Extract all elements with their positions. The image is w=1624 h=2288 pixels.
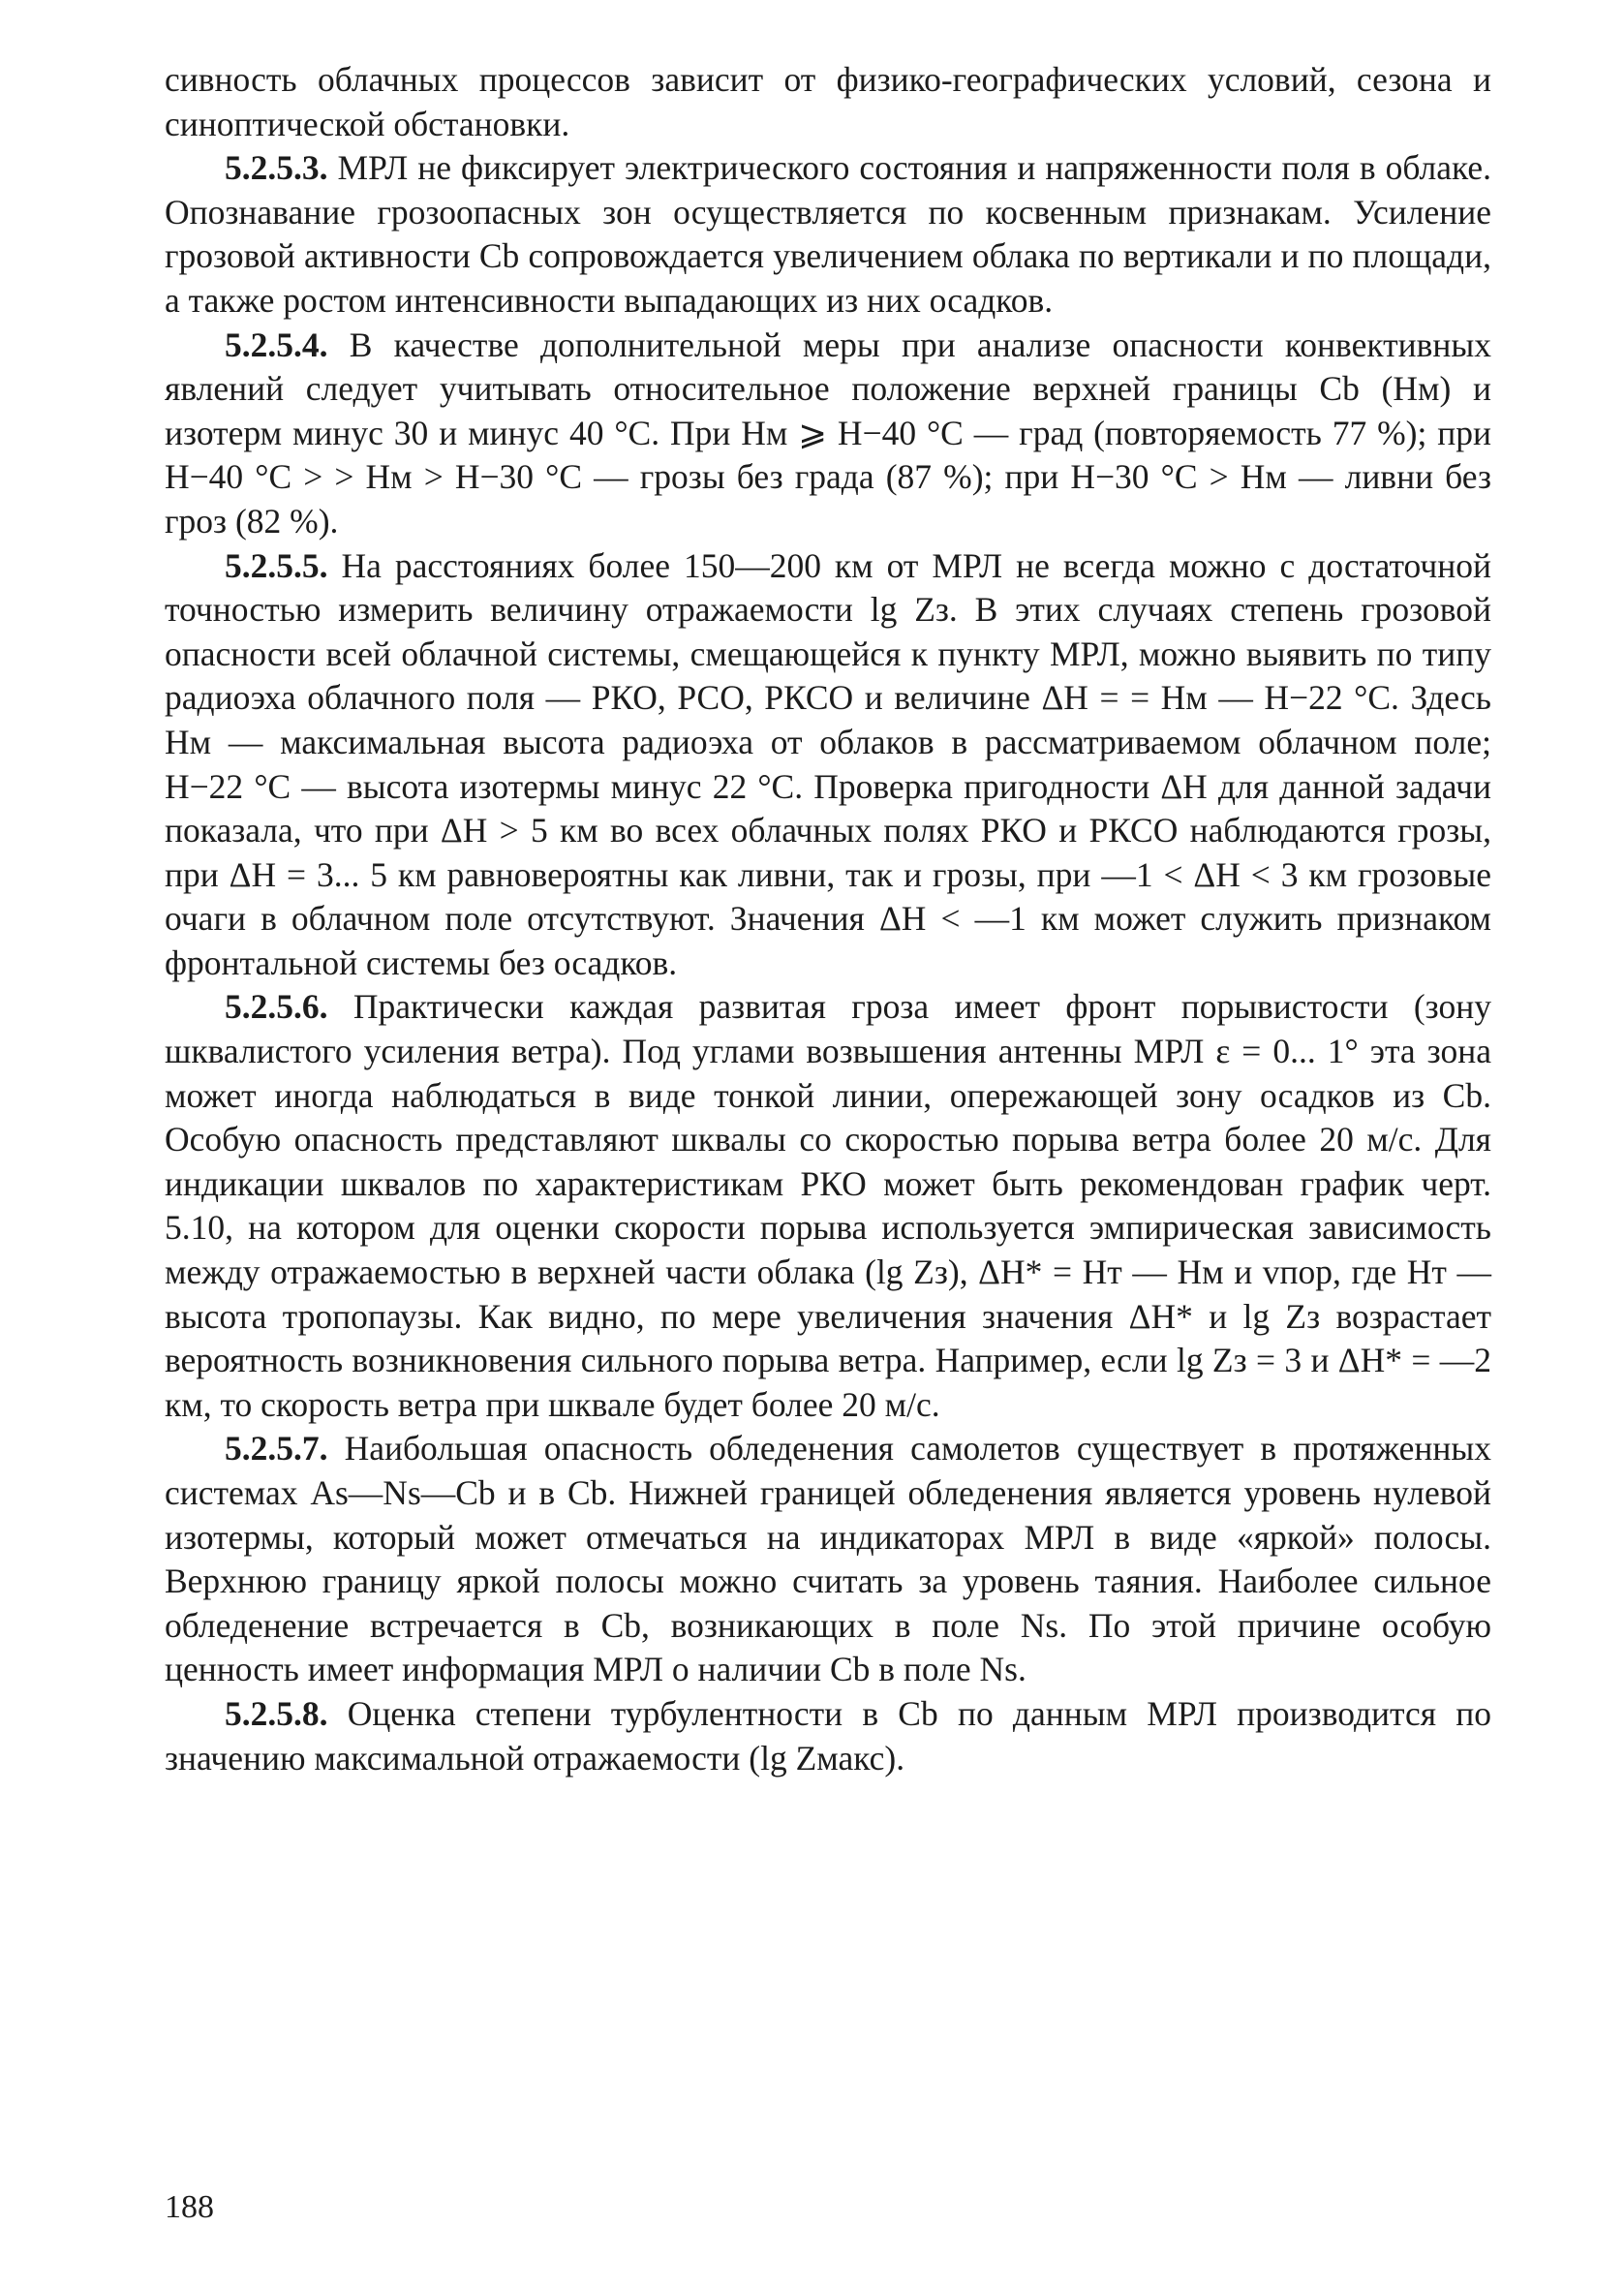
paragraph-text: Практически каждая развитая гроза имеет фронт порывистости (зону шквалистого усиления ветра). Под углами возвышения антенны МРЛ ε = 0... 1° эта зона может иногда наблюдаться в виде тонкой линии, опережающей зону осадков из Cb. Особую опасность представляют шквалы со скоростью порыва ветра более 20 м/с. Для индикации шквалов по характеристикам РКО может быть рекомендован график черт. 5.10, на котором для оценки скорости порыва используется эмпирическая зависимость между отражаемостью в верхней части облака (lg Zз), ΔH* = Hт — Hм и vпор, где Hт — высота тропопаузы. Как видно, по мере увеличения значения ΔH* и lg Zз возрастает вероятность возникновения сильного порыва ветра. Например, если lg Zз = 3 и ΔH* = —2 км, то скорость ветра при шквале будет более 20 м/с. — [165, 987, 1491, 1424]
paragraph-5-2-5-6 — [165, 985, 1491, 1427]
section-number: 5.2.5.5. — [225, 545, 328, 585]
paragraph-text: Наибольшая опасность обледенения самолетов существует в протяженных системах As—Ns—Cb и в Cb. Нижней границей обледенения является уровень нулевой изотермы, который может отмечаться на индикаторах МРЛ в виде «яркой» полосы. Верхнюю границу яркой полосы можно считать за уровень таяния. Наиболее сильное обледенение встречается в Cb, возникающих в поле Ns. По этой причине особую ценность имеет информация МРЛ о наличии Cb в поле Ns. — [165, 1429, 1492, 1689]
paragraph-text: На расстояниях более 150—200 км от МРЛ не всегда можно с достаточной точностью измерить величину отражаемости lg Zз. В этих случаях степень грозовой опасности всей облачной системы, смещающейся к пункту МРЛ, можно выявить по типу радиоэха облачного поля — РКО, РСО, РКСО и величине ΔH = = Hм — H−22 °С. Здесь Hм — максимальная высота радиоэха от облаков в рассматриваемом облачном поле; H−22 °С — высота изотермы минус 22 °С. Проверка пригодности ΔH для данной задачи показала, что при ΔH > 5 км во всех облачных полях РКО и РКСО наблюдаются грозы, при ΔH = 3... 5 км равновероятны как ливни, так и грозы, при —1 < ΔH < 3 км грозовые очаги в облачном поле отсутствуют. Значения ΔH < —1 км может служить признаком фронтальной системы без осадков. — [165, 545, 1491, 982]
page-number: 188 — [165, 2189, 214, 2225]
paragraph-5-2-5-5 — [165, 544, 1491, 986]
paragraph-text: В качестве дополнительной меры при анализе опасности конвективных явлений следует учитывать относительное положение верхней границы Cb (Hм) и изотерм минус 30 и минус 40 °С. При Hм ⩾ H−40 °С — град (повторяемость 77 %); при H−40 °С > > Hм > H−30 °С — грозы без града (87 %); при H−30 °С > Hм — ливни без гроз (82 %). — [165, 325, 1492, 541]
section-number: 5.2.5.8. — [225, 1693, 328, 1733]
paragraph-5-2-5-4 — [165, 324, 1491, 544]
page-text — [165, 58, 1491, 1780]
section-number: 5.2.5.6. — [225, 987, 328, 1027]
paragraph-5-2-5-3 — [165, 146, 1491, 323]
section-number: 5.2.5.4. — [225, 325, 328, 364]
paragraph-text: сивность облачных процессов зависит от физико-географических условий, сезона и синоптической обстановки. — [165, 60, 1491, 143]
paragraph-5-2-5-8 — [165, 1692, 1491, 1780]
section-number: 5.2.5.3. — [225, 148, 328, 188]
paragraph-5-2-5-7 — [165, 1427, 1491, 1692]
paragraph-text: МРЛ не фиксирует электрического состояния и напряженности поля в облаке. Опознавание грозоопасных зон осуществляется по косвенным признакам. Усиление грозовой активности Cb сопровождается увеличением облака по вертикали и по площади, а также ростом интенсивности выпадающих из них осадков. — [165, 148, 1492, 320]
section-number: 5.2.5.7. — [225, 1429, 328, 1469]
paragraph-text: Оценка степени турбулентности в Cb по данным МРЛ производится по значению максимальной отражаемости (lg Zмакс). — [165, 1693, 1492, 1778]
paragraph-continuation — [165, 58, 1491, 146]
